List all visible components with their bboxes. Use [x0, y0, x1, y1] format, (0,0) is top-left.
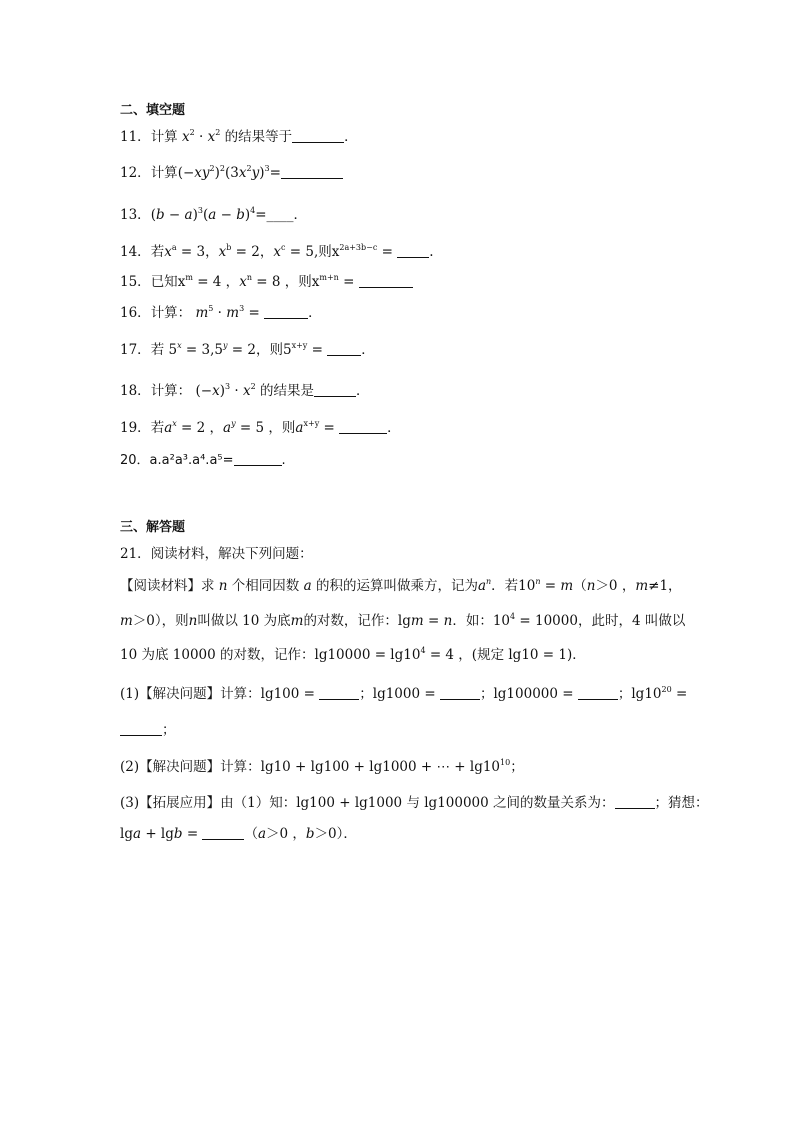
text: 【阅读材料】求 [120, 578, 215, 594]
q14-v3: = 5,则 [289, 244, 332, 260]
text: ．如： [452, 613, 493, 629]
q12-end: = [269, 165, 281, 181]
q21-number: 21． [120, 546, 151, 562]
q14-number: 14． [120, 244, 151, 260]
text: = [671, 686, 688, 702]
q17-v1: = 3, [181, 342, 215, 358]
answer-blank[interactable] [292, 130, 344, 143]
q17-exponent: x+y [291, 341, 308, 350]
text: = [182, 826, 203, 842]
question-12: 12．计算$(-xy^2)^2(3x^2y)^3=$ [120, 161, 343, 181]
answer-blank[interactable] [120, 723, 162, 736]
q19-text: 若 [150, 420, 165, 436]
answer-blank[interactable] [314, 384, 356, 397]
answer-blank[interactable] [578, 687, 618, 700]
q16-end: ． [308, 305, 322, 321]
text: ；猜想： [654, 795, 709, 811]
question-11: 11．计算 $x^2 \cdot x^2$ 的结果等于 ． [120, 128, 358, 145]
reading-material-line-2: m＞0），则n叫做以 10 为底m的对数，记作：lgm = n．如：$10^4 = 10000$，此时，4 叫做以 [120, 612, 686, 629]
q17-text: 若 [150, 342, 165, 358]
subquestion-3 [120, 791, 709, 811]
q20-number: 20． [120, 453, 150, 468]
question-20 [120, 449, 286, 468]
text: ；lg100000 = [479, 686, 578, 702]
text: ＞0）． [314, 826, 357, 842]
question-17: 17．若 $5^x = 3,5^y = 2$，则$5^{x+y}$ = ． [120, 341, 375, 358]
q16-number: 16． [120, 305, 151, 321]
q15-end: = [338, 274, 359, 290]
q11-number: 11． [120, 129, 151, 145]
fill-section-title: 二、填空题 [120, 103, 186, 118]
q11-text: 计算 [150, 129, 178, 145]
q20-text: a.a²a³.a⁴.a⁵= [149, 453, 234, 468]
q18-text-b: 的结果是 [259, 383, 314, 399]
q19-number: 19． [120, 420, 151, 436]
q15-exponent: m+n [319, 273, 339, 282]
text: = 4 ，(规定 lg10 = 1)． [425, 647, 586, 663]
q12-text: 计算 [150, 165, 178, 181]
answer-blank[interactable] [202, 827, 244, 840]
text: lg [120, 826, 133, 842]
q19-end: = [319, 420, 340, 436]
text: （ [244, 826, 258, 842]
q14-text: 若 [150, 244, 165, 260]
text: ＞0 ， [266, 826, 306, 842]
question-15: 15．已知$x^m = 4$ ，$x^n = 8$ ，则$x^{m+n}$ = [120, 270, 413, 290]
answer-blank[interactable] [359, 275, 413, 288]
q15-number: 15． [120, 274, 151, 290]
q12-number: 12． [120, 165, 151, 181]
text: (2)【解决问题】计算：lg10 + lg100 + lg1000 + ⋯ + lg10 [120, 759, 501, 775]
question-19: 19．若$a^x = 2$ ，$a^y = 5$ ，则$a^{x+y}$ = ． [120, 419, 401, 436]
text: 个相同因数 [231, 578, 300, 594]
question-21-intro [120, 542, 313, 562]
text: ，此时，4 叫做以 [577, 613, 686, 629]
text: ．若 [491, 578, 519, 594]
answer-blank[interactable] [339, 421, 387, 434]
q14-exponent: 2a+3b−c [339, 243, 378, 252]
answer-blank[interactable] [397, 245, 429, 258]
text: ＞0 ， [595, 578, 636, 594]
q21-intro-text: 阅读材料，解决下列问题： [150, 546, 313, 562]
q20-end: . [281, 453, 286, 468]
q19-v1: = 2 ， [176, 420, 224, 436]
answer-blank[interactable] [615, 796, 655, 809]
answer-blank[interactable] [319, 687, 359, 700]
q15-v1: = 4 ， [192, 274, 240, 290]
answer-blank[interactable] [440, 687, 480, 700]
answer-blank[interactable] [234, 453, 282, 466]
q11-text-b: 的结果等于 [224, 129, 293, 145]
q15-text: 已知 [150, 274, 178, 290]
text: 10 为底 10000 的对数，记作：lg10000 = lg10 [120, 647, 421, 663]
q14-v2: = 2， [235, 244, 274, 260]
answer-blank[interactable] [281, 166, 343, 179]
q15-v2: = 8 ，则 [251, 274, 312, 290]
text: ； [510, 759, 524, 775]
text: 的积的运算叫做乘方，记为 [315, 578, 478, 594]
question-16: 16．计算： $m^5 \cdot m^3$ = ． [120, 304, 322, 321]
q17-v2: = 2，则 [227, 342, 283, 358]
text: 叫做以 10 为底 [197, 613, 291, 629]
reading-material-line-3: 10 为底 10000 的对数，记作：$\lg 10000 = \lg 10^4 = 4$ ，(规定 lg10 = 1)． [120, 646, 586, 663]
text: ≠1， [648, 578, 682, 594]
subquestion-3-cont: lga + lgb = （a＞0 ，b＞0）． [120, 826, 357, 842]
text: (3)【拓展应用】由（1）知：lg100 + lg1000 与 lg100000 之间的数量关系为： [120, 795, 615, 811]
question-18: 18．计算： $(-x)^3 \cdot x^2$ 的结果是 ． [120, 382, 370, 399]
answer-section-title: 三、解答题 [120, 520, 186, 535]
text: ＞0），则 [132, 613, 189, 629]
q11-end: ． [344, 129, 358, 145]
q14-v1: = 3， [180, 244, 219, 260]
answer-blank[interactable] [264, 306, 308, 319]
q18-text: 计算： [150, 383, 192, 399]
q17-end: = [307, 342, 328, 358]
subquestion-1-cont [120, 718, 176, 738]
question-13: 13．$(b - a)^3(a$ − $b)^4=\_\_\_\_$． [120, 206, 308, 223]
q13-end: =____． [255, 207, 308, 223]
q14-end: = [377, 244, 398, 260]
q13-number: 13． [120, 207, 151, 223]
q16-text: 计算： [150, 305, 192, 321]
text: 的对数，记作：lg [303, 613, 411, 629]
reading-material-line-1: 【阅读材料】求 n 个相同因数 a 的积的运算叫做乘方，记为$a^n$．若$10^n = m(n>0$ ，m≠1， [120, 577, 682, 594]
text: （ [573, 578, 587, 594]
answer-blank[interactable] [327, 343, 361, 356]
text: (1)【解决问题】计算：lg100 = [120, 686, 320, 702]
text: ； [162, 722, 176, 738]
subquestion-1: (1)【解决问题】计算：lg100 = ；lg1000 = ；lg100000 = ；$\lg 10^{20}$ = [120, 685, 688, 702]
q19-exponent: x+y [303, 419, 320, 428]
text: ；lg1000 = [359, 686, 440, 702]
text: + lg [141, 826, 174, 842]
q17-number: 17． [120, 342, 151, 358]
text: ；lg10 [617, 686, 662, 702]
subquestion-2: (2)【解决问题】计算：lg10 + lg100 + lg1000 + ⋯ + $\lg 10^{10}$； [120, 758, 524, 775]
q18-end: ． [355, 383, 370, 399]
question-14: 14．若$x^a = 3$，$x^b = 2$，$x^c = 5$,则$x^{2a+3b-c}$ = . [120, 243, 434, 260]
q18-number: 18． [120, 383, 151, 399]
q19-v2: = 5 ，则 [235, 420, 296, 436]
